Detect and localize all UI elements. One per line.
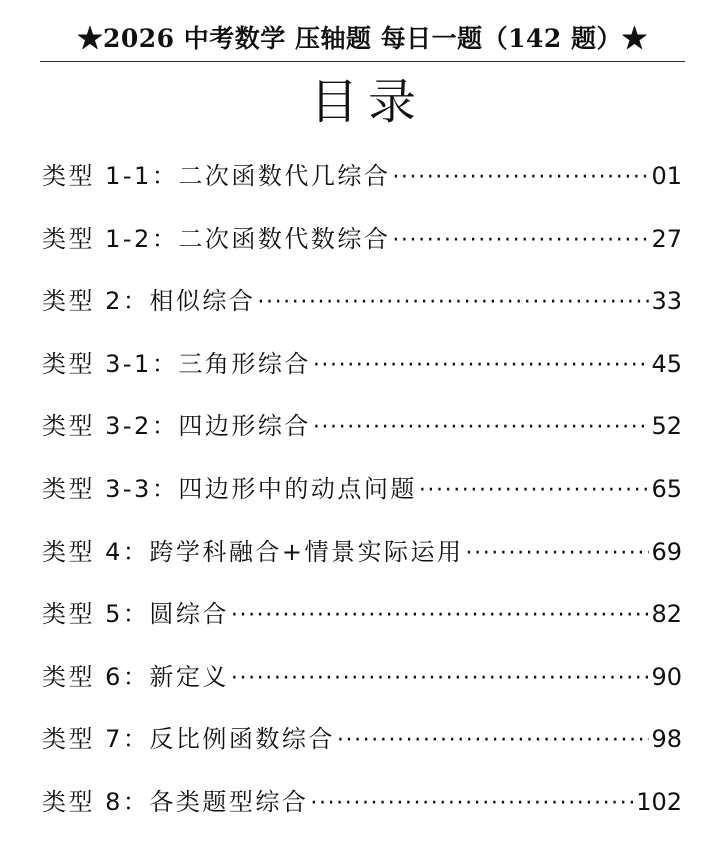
toc-entry-label: 类型 1-2：二次函数代数综合: [42, 224, 391, 253]
toc-entry[interactable]: [42, 342, 682, 405]
toc-dot-leader: [337, 719, 650, 763]
toc-entry-page: 01: [651, 162, 682, 190]
toc-entry-label: 类型 6：新定义: [42, 662, 229, 691]
toc-entry-page: 65: [651, 474, 682, 503]
toc-entry-label: 类型 8：各类题型综合: [42, 787, 309, 816]
toc-entry-page: 98: [651, 725, 682, 754]
toc-entry-page: 90: [651, 662, 682, 691]
toc-dot-leader: [392, 219, 649, 263]
toc-entry-page: 52: [651, 412, 682, 441]
toc-dot-leader: [313, 344, 650, 388]
toc-entry[interactable]: [42, 154, 682, 217]
toc-entry[interactable]: [42, 592, 682, 655]
toc-dot-leader: [392, 156, 649, 200]
toc-entry-page: 82: [651, 600, 682, 629]
page-title: 目录: [309, 74, 426, 130]
toc-entry[interactable]: [42, 530, 682, 593]
toc-entry-label: 类型 2：相似综合: [42, 287, 256, 316]
toc-entry-label: 类型 1-1：二次函数代几综合: [42, 162, 391, 190]
toc-entry-page: 45: [651, 349, 682, 378]
toc-entry-page: 27: [651, 224, 682, 253]
toc-dot-leader: [257, 281, 649, 325]
toc-entry[interactable]: [42, 404, 682, 467]
toc-entry-label: 类型 3-1：三角形综合: [42, 349, 311, 378]
toc-entry-page: 33: [651, 287, 682, 316]
toc-entry[interactable]: [42, 780, 682, 843]
table-of-contents: [42, 154, 682, 843]
toc-dot-leader: [310, 782, 634, 826]
toc-entry-label: 类型 4：跨学科融合+情景实际运用: [42, 537, 464, 566]
toc-entry-label: 类型 5：圆综合: [42, 600, 229, 629]
toc-entry-label: 类型 3-3：四边形中的动点问题: [42, 474, 417, 503]
document-header: ★2026 中考数学 压轴题 每日一题（142 题）★: [77, 24, 648, 53]
toc-entry[interactable]: [42, 217, 682, 280]
toc-dot-leader: [231, 594, 650, 638]
toc-entry[interactable]: [42, 717, 682, 780]
toc-dot-leader: [419, 469, 650, 513]
toc-entry-page: 102: [636, 787, 682, 816]
toc-entry-label: 类型 3-2：四边形综合: [42, 412, 311, 441]
toc-entry[interactable]: [42, 467, 682, 530]
header-divider: [40, 61, 685, 62]
toc-dot-leader: [466, 532, 650, 576]
toc-entry[interactable]: [42, 279, 682, 342]
toc-dot-leader: [231, 657, 650, 701]
toc-entry[interactable]: [42, 655, 682, 718]
toc-entry-page: 69: [651, 537, 682, 566]
toc-entry-label: 类型 7：反比例函数综合: [42, 725, 335, 754]
toc-dot-leader: [313, 406, 650, 450]
